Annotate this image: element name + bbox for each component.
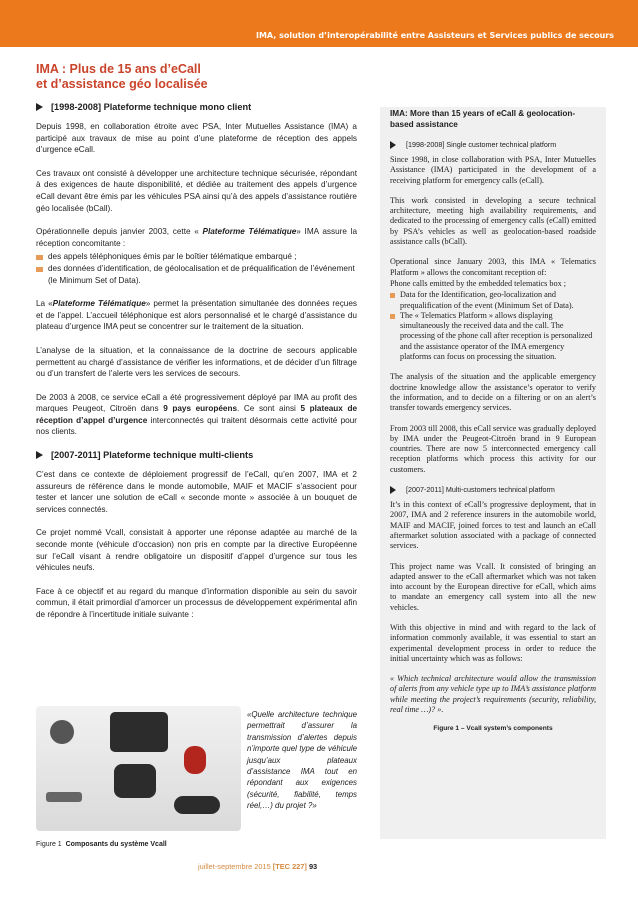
figure-label: Figure 1 bbox=[36, 841, 62, 848]
list-item-text: des appels téléphoniques émis par le boîtier télématique embarqué ; bbox=[48, 252, 297, 262]
left-title bbox=[36, 62, 357, 92]
text-run: Opérationnelle depuis janvier 2003, cette « bbox=[36, 227, 199, 237]
left-title-line2: et d’assistance géo localisée bbox=[36, 77, 208, 91]
paragraph: This project name was Vcall. It consisted of bringing an adapted answer to the eCall aftermarket which was not taken into account by the European directive for eCall, which aims to mandate an emergency call system into all the new vehicles. bbox=[390, 561, 596, 612]
emphasis: 5 plateaux de réception d’appel d’urgence bbox=[36, 404, 358, 425]
figure-caption bbox=[36, 841, 167, 848]
paragraph: Operational since January 2003, this IMA « Telematics Platform » allows the concomitant reception of: bbox=[390, 257, 596, 277]
sos-button-image bbox=[184, 746, 206, 774]
telematics-box-image bbox=[110, 712, 168, 752]
footer-issue: [TEC 227] bbox=[272, 862, 307, 871]
footer-date: juillet-septembre 2015 bbox=[198, 862, 271, 871]
section-heading-text: [1998-2008] Plateforme technique mono client bbox=[51, 102, 252, 112]
list-item-text: The « Telematics Platform » allows displaying simultaneously the received data and the call. The processing of the phone call after reception is personalized and the assistance operator of the IMA emergency platforms can focus on processing the situation. bbox=[400, 310, 593, 362]
square-bullet-icon bbox=[36, 267, 43, 272]
text-run: De 2003 à 2008, ce service eCall a été progressivement déployé par IMA au profit des marques Peugeot, Citroën dans bbox=[36, 392, 357, 414]
triangle-right-icon bbox=[390, 141, 396, 149]
triangle-right-icon bbox=[36, 451, 43, 459]
square-bullet-icon bbox=[390, 293, 395, 298]
english-title: IMA: More than 15 years of eCall & geolocation-based assistance bbox=[390, 109, 576, 129]
text-run: . Ce sont ainsi bbox=[237, 404, 296, 414]
antenna-image bbox=[50, 720, 74, 744]
square-bullet-icon bbox=[390, 314, 395, 319]
figure-quote: «Quelle architecture technique permettrait d’assurer la transmission d’alertes depuis n’importe quel type de véhicule jusqu’aux plateaux d’assistance IMA tout en répondant aux exigences (sécurité, fiabilité, temps réel,…) du projet ?» bbox=[247, 710, 357, 811]
list-item bbox=[390, 311, 596, 362]
paragraph: Depuis 1998, en collaboration étroite avec PSA, Inter Mutuelles Assistance (IMA) a participé aux travaux de mise au point d’une plateforme de réception des appels d’urgence eCall. bbox=[36, 122, 357, 155]
cable-image bbox=[46, 792, 82, 802]
section-heading-1998-2008 bbox=[36, 102, 357, 112]
paragraph: Ces travaux ont consisté à développer une architecture technique sécurisée, répondant à des exigences de haute disponibilité, et dédiée au traitement des appels d’urgence eCall devant être émis par les véhicules PSA ainsi qu’à des appels d’assistance routière géo localisée (bCall). bbox=[36, 168, 357, 213]
text-run: » permet la présentation simultanée des données reçues et de l’appel. L’accueil téléphonique est alors personnalisé et le chargé d’assistance du plateau d’urgence IMA peut se concentrer sur le traitement de la situation. bbox=[36, 299, 357, 332]
section-heading-text: [2007-2011] Plateforme technique multi-clients bbox=[51, 450, 254, 461]
paragraph: This work consisted in developing a secure technical architecture, meeting high availability requirements, and dedicated to the processing of emergency calls (eCall) emitted by PSA’s vehicles as well as geolocation-based roadside assistance calls (bCall). bbox=[390, 195, 596, 247]
left-title-line1: IMA : Plus de 15 ans d’eCall bbox=[36, 62, 201, 76]
header-bar bbox=[0, 0, 638, 47]
page-footer bbox=[198, 862, 317, 871]
list-item-text: Data for the Identification, geo-localization and prequalification of the event (Minimum Set of Data). bbox=[400, 290, 574, 310]
square-bullet-icon bbox=[36, 255, 43, 260]
triangle-right-icon bbox=[390, 486, 396, 494]
running-header: IMA, solution d’interopérabilité entre Assisteurs et Services publics de secours bbox=[255, 31, 614, 40]
figure-vcall-components bbox=[36, 706, 357, 836]
emphasis: Plateforme Télématique bbox=[202, 227, 297, 237]
list-item bbox=[36, 263, 357, 286]
paragraph: From 2003 till 2008, this eCall service was gradually deployed by IMA under the Peugeot-Citroën brand in 9 European countries. There are now 5 interconnected emergency call reception platforms which process this activity for our customers. bbox=[390, 423, 597, 474]
paragraph bbox=[36, 392, 357, 438]
paragraph: Ce projet nommé Vcall, consistait à apporter une réponse adaptée au marché de la seconde monte (véhicule d’occasion) non pris en compte par la directive Européenne sur l’eCall visant à rendre obligatoire un dispositif d’appel d’urgence sur tous les véhicules neufs. bbox=[36, 528, 357, 573]
english-summary-box bbox=[380, 107, 606, 839]
figure-caption-en: Figure 1 – Vcall system’s components bbox=[433, 725, 553, 733]
figure-title: Composants du système Vcall bbox=[65, 841, 167, 848]
paragraph: The analysis of the situation and the applicable emergency doctrine knowledge allow the assistance’s operator to verify the information, and to decide on a filtering or on an alert’s transfer towards emergency services. bbox=[390, 372, 596, 413]
emphasis: 9 pays européens bbox=[163, 404, 238, 414]
list-item bbox=[390, 290, 596, 311]
paragraph bbox=[36, 298, 357, 333]
section-heading-text: [1998-2008] Single customer technical platform bbox=[406, 140, 557, 149]
list-item-text: des données d’identification, de géolocalisation et de préqualification de l’événement (le Minimum Set of Data). bbox=[48, 263, 355, 285]
paragraph bbox=[36, 226, 357, 249]
paragraph: Face à ce objectif et au regard du manque d’information disponible au sein du savoir commun, il était primordial d’amorcer un processus de développement expérimental afin de répondre à l’incertitude initiale suivante : bbox=[36, 586, 357, 619]
paragraph: It’s in this context of eCall’s progressive deployment, that in 2007, IMA and 2 reference insurers in the automobile world, MAIF and MACIF, joined forces to test and launch an eCall aftermarket solution associated with a package of connected services. bbox=[390, 500, 596, 551]
paragraph: Phone calls emitted by the embedded telematics box ; bbox=[390, 278, 566, 288]
bullet-list bbox=[36, 251, 357, 286]
text-run: interconnectés qui traitent désormais cette activité pour nos clients. bbox=[36, 415, 357, 437]
text-run: La « bbox=[36, 299, 53, 309]
text-run: » IMA assure la réception concomitante : bbox=[36, 227, 357, 248]
speaker-image bbox=[174, 796, 220, 814]
section-heading-text: [2007-2011] Multi-customers technical platform bbox=[406, 485, 555, 495]
bullet-list bbox=[390, 290, 596, 362]
paragraph: L’analyse de la situation, et la connaissance de la doctrine de secours applicable permettent au chargé d’assistance de vérifier les informations, et de décider d’un filtrage ou d’un transfert de l’alerte vers les services de secours. bbox=[36, 345, 357, 379]
emphasis: Plateforme Télématique bbox=[52, 299, 146, 309]
section-heading-1998-2008-en bbox=[390, 140, 596, 149]
page-number: 93 bbox=[308, 862, 318, 871]
vcall-components-photo bbox=[36, 706, 241, 831]
triangle-right-icon bbox=[36, 103, 43, 111]
paragraph: Since 1998, in close collaboration with PSA, Inter Mutuelles Assistance (IMA) participated in the development of a receiving platform for emergency calls (eCall). bbox=[390, 155, 596, 185]
section-heading-2007-2011 bbox=[36, 450, 357, 460]
list-item bbox=[36, 251, 357, 263]
paragraph: C’est dans ce contexte de déploiement progressif de l’eCall, qu’en 2007, IMA et 2 assureurs de référence dans le monde automobile, MAIF et MACIF s’associent pour tester et lancer une solution de eCall « seconde monte » associée à un bouquet de services connectés. bbox=[36, 470, 357, 514]
left-column bbox=[36, 62, 357, 633]
control-unit-image bbox=[114, 764, 156, 798]
section-heading-2007-2011-en bbox=[390, 485, 596, 494]
quote-paragraph: « Which technical architecture would allow the transmission of alerts from any vehicle type up to IMA’s assistance platform while meeting the project’s requirements (security, reliability, real time …)? ». bbox=[390, 674, 596, 715]
paragraph: With this objective in mind and with regard to the lack of information commonly available, it was essential to start an experimental development process in order to reduce the initial uncertainty which was as follows: bbox=[390, 622, 596, 663]
